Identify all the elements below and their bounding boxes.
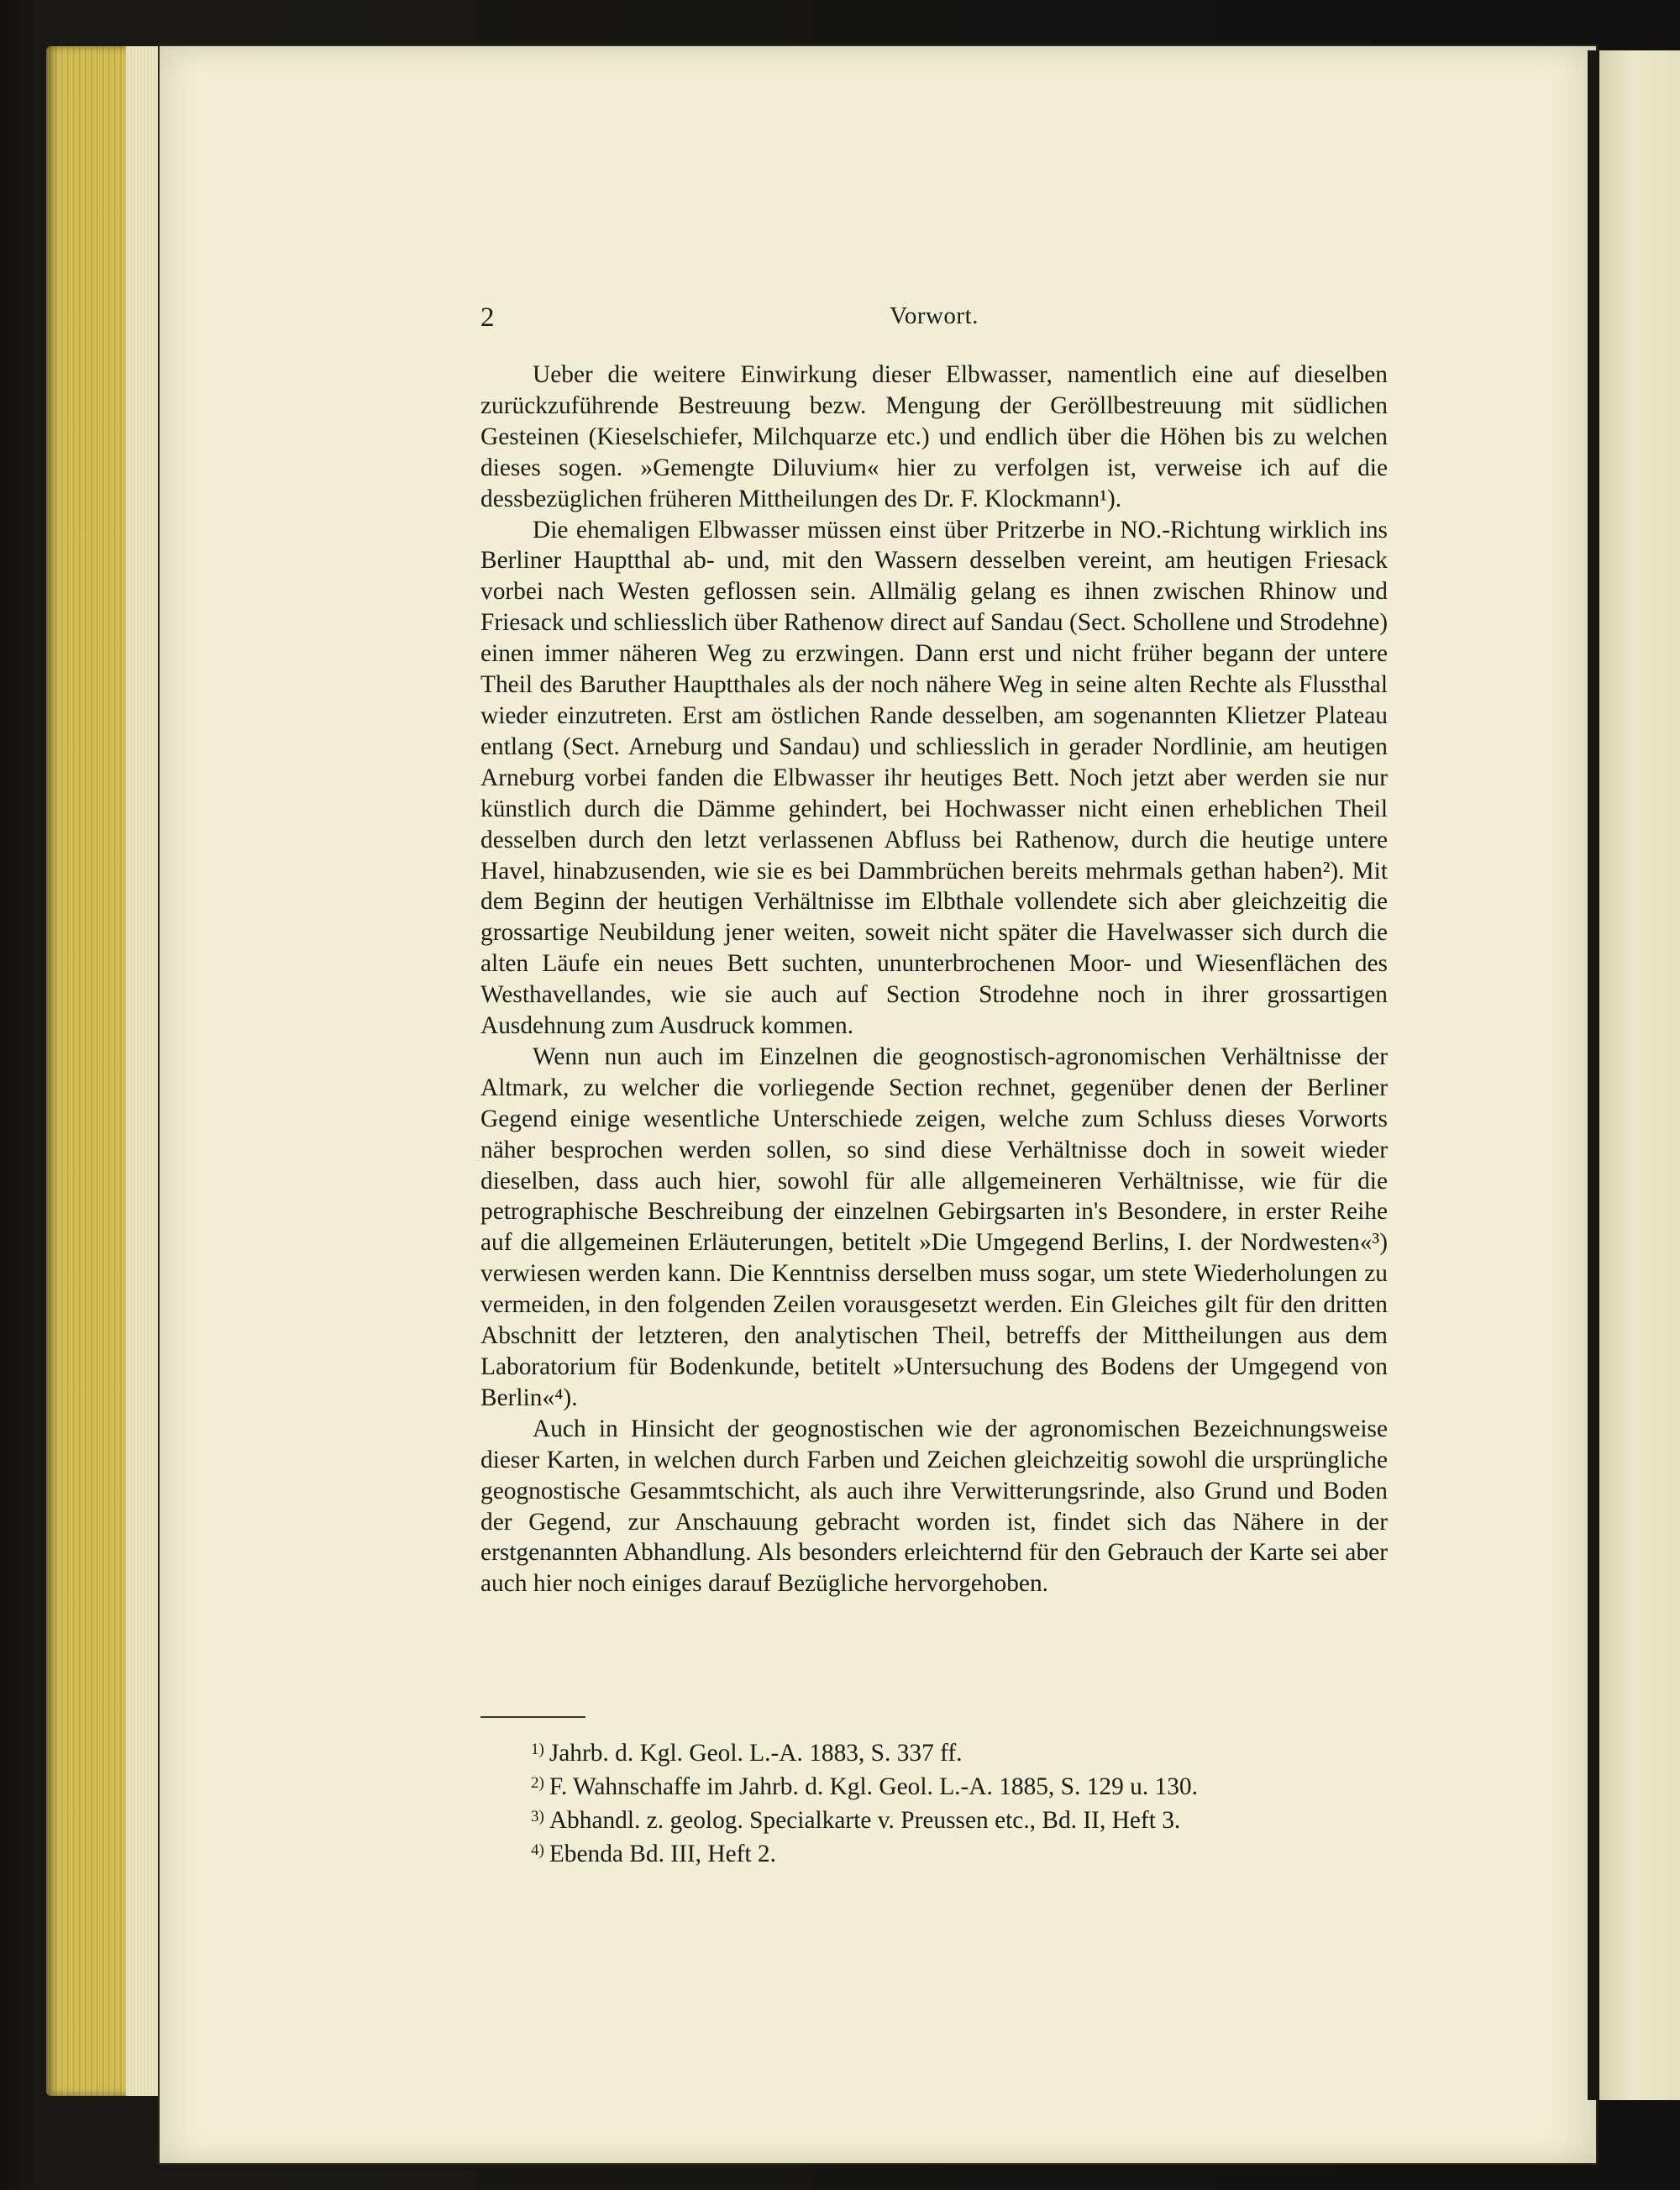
footnote [531, 1735, 1371, 1768]
footnote-number: 4) [531, 1841, 544, 1859]
book-gutter [1588, 50, 1599, 2100]
paragraph: Die ehemaligen Elbwasser müssen einst über Pritzerbe in NO.-Richtung wirklich ins Berliner Hauptthal ab- und, mit den Wassern desselben vereint, am heutigen Friesack vorbei nach Westen geflossen sein. Allmälig gelang es ihnen zwischen Rhinow und Friesack und schliesslich über Rathenow direct auf Sandau (Sect. Schollene und Strodehne) einen immer näheren Weg zu erzwingen. Dann erst und nicht früher begann der untere Theil des Baruther Hauptthales als der noch nähere Weg in seine alten Rechte als Flussthal wieder einzutreten. Erst am östlichen Rande desselben, am sogenannten Klietzer Plateau entlang (Sect. Arneburg und Sandau) und schliesslich in gerader Nordlinie, am heutigen Arneburg vorbei fanden die Elbwasser ihr heutiges Bett. Noch jetzt aber werden sie nur künstlich durch die Dämme gehindert, bei Hochwasser nicht einen erheblichen Theil desselben durch den letzt verlassenen Abfluss bei Rathenow, durch die heutige untere Havel, hinabzusenden, wie sie es bei Dammbrüchen bereits mehrmals gethan haben²). Mit dem Beginn der heutigen Verhältnisse im Elbthale vollendete sich aber gleichzeitig die grossartige Neubildung jener weiten, soweit nicht später die Havelwasser sich durch die alten Läufe ein neues Bett suchten, ununterbrochenen Moor- und Wiesenflächen des Westhavellandes, wie sie auch auf Section Strodehne noch in ihrer grossartigen Ausdehnung zum Ausdruck kommen. [480, 516, 1388, 1040]
paragraph: Wenn nun auch im Einzelnen die geognostisch-agronomischen Verhältnisse der Altmark, zu welcher die vorliegende Section rechnet, gegenüber denen der Berliner Gegend einige wesentliche Unterschiede zeigen, welche zum Schluss dieses Vorworts näher besprochen werden sollen, so sind diese Verhältnisse doch in soweit wieder dieselben, dass auch hier, sowohl für alle allgemeineren Verhältnisse, wie für die petrographische Beschreibung der einzelnen Gebirgsarten in's Besondere, in erster Reihe auf die allgemeinen Erläuterungen, betitelt »Die Umgegend Berlins, I. der Nordwesten«³) verwiesen werden kann. Die Kenntniss derselben muss sogar, um stete Wiederholungen zu vermeiden, in den folgenden Zeilen vorausgesetzt werden. Ein Gleiches gilt für den dritten Abschnitt der letzteren, den analytischen Theil, betreffs der Mittheilungen aus dem Laboratorium für Bodenkunde, betitelt »Untersuchung des Bodens der Umgegend von Berlin«⁴). [480, 1042, 1388, 1411]
page-header [480, 302, 1388, 336]
footnote-text: Jahrb. d. Kgl. Geol. L.-A. 1883, S. 337 ff. [549, 1740, 963, 1767]
footnote-text: F. Wahnschaffe im Jahrb. d. Kgl. Geol. L.-A. 1885, S. 129 u. 130. [549, 1773, 1198, 1800]
page-stack-inner-edges [126, 46, 164, 2096]
footnote-text: Abhandl. z. geolog. Specialkarte v. Preussen etc., Bd. II, Heft 3. [549, 1807, 1181, 1834]
footnote-text: Ebenda Bd. III, Heft 2. [549, 1841, 776, 1867]
footnote [531, 1768, 1371, 1802]
paragraph: Auch in Hinsicht der geognostischen wie der agronomischen Bezeichnungsweise dieser Karten, in welchen durch Farben und Zeichen gleichzeitig sowohl die ursprüngliche geognostische Gesammtschicht, als auch ihre Verwitterungsrinde, also Grund und Boden der Gegend, zur Anschauung gebracht worden ist, findet sich das Nähere in der erstgenannten Abhandlung. Als besonders erleichternd für den Gebrauch der Karte sei aber auch hier noch einiges darauf Bezügliche hervorgehoben. [480, 1415, 1388, 1598]
footnote [531, 1802, 1371, 1836]
footnote-number: 1) [531, 1741, 544, 1758]
paragraph: Ueber die weitere Einwirkung dieser Elbwasser, namentlich eine auf dieselben zurückzuführende Bestreuung bezw. Mengung der Geröllbestreuung mit südlichen Gesteinen (Kieselschiefer, Milchquarze etc.) und endlich über die Höhen bis zu welchen dieses sogen. »Gemengte Diluvium« hier zu verfolgen ist, verweise ich auf die dessbezüglichen früheren Mittheilungen des Dr. F. Klockmann¹). [480, 361, 1388, 512]
body-text [480, 360, 1388, 1599]
footnote [531, 1836, 1371, 1869]
footnotes [531, 1735, 1371, 1869]
running-head: Vorwort. [890, 302, 979, 329]
footnote-number: 2) [531, 1774, 544, 1792]
footnote-number: 3) [531, 1808, 544, 1825]
facing-page-edge [1599, 50, 1680, 2100]
page-number: 2 [480, 302, 495, 333]
footnote-rule [480, 1716, 585, 1718]
